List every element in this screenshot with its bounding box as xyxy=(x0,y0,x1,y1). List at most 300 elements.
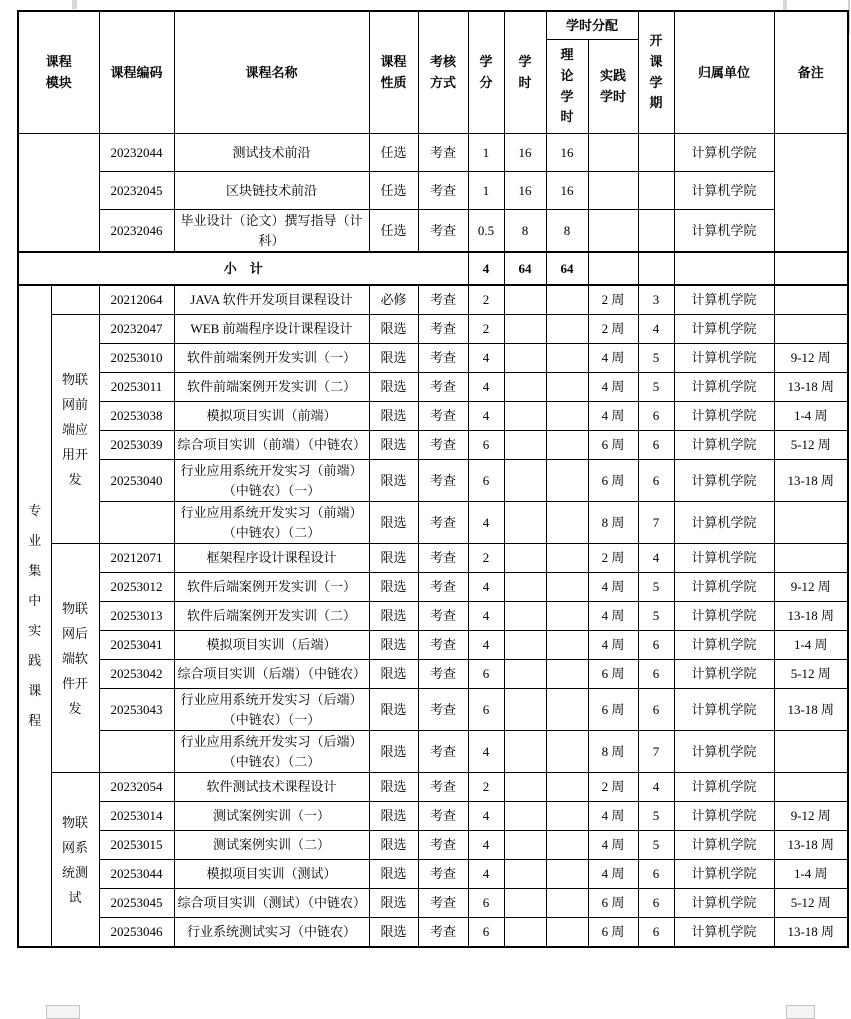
cell-practice: 4 周 xyxy=(588,373,638,402)
cell-semester xyxy=(638,172,674,210)
cell-nature: 限选 xyxy=(369,802,418,831)
module-group-label-text: 物联网前端应用开发 xyxy=(61,371,88,487)
cell-unit: 计算机学院 xyxy=(674,573,774,602)
cell-name: 软件前端案例开发实训（一） xyxy=(174,344,369,373)
cell-credits: 4 xyxy=(468,860,504,889)
cell-remarks xyxy=(774,731,848,773)
cell-practice xyxy=(588,134,638,172)
cell-theory xyxy=(546,431,588,460)
cell-theory xyxy=(546,631,588,660)
col-header-remarks: 备注 xyxy=(774,11,848,134)
col-header-hour-allocation: 学时分配 xyxy=(546,11,638,40)
cell-practice: 6 周 xyxy=(588,431,638,460)
cell-name: 软件后端案例开发实训（二） xyxy=(174,602,369,631)
cell-remarks xyxy=(774,285,848,315)
cell-name: 行业应用系统开发实习（前端）（中链农）（一） xyxy=(174,460,369,502)
cell-name: 测试案例实训（一） xyxy=(174,802,369,831)
cell-semester: 6 xyxy=(638,660,674,689)
cell-hours xyxy=(504,602,546,631)
cell-credits: 1 xyxy=(468,172,504,210)
table-header xyxy=(18,11,848,134)
cell-remarks: 5-12 周 xyxy=(774,660,848,689)
cell-semester: 4 xyxy=(638,315,674,344)
table-row xyxy=(18,172,848,210)
cell-code: 20253039 xyxy=(99,431,174,460)
cell-theory xyxy=(546,802,588,831)
cell-remarks: 1-4 周 xyxy=(774,631,848,660)
cell-semester: 6 xyxy=(638,402,674,431)
cell-remarks xyxy=(774,544,848,573)
subtotal-theory: 64 xyxy=(546,252,588,285)
cell-name: 行业应用系统开发实习（后端）（中链农）（一） xyxy=(174,689,369,731)
cell-code: 20253011 xyxy=(99,373,174,402)
cell-semester: 5 xyxy=(638,373,674,402)
cell-name: 软件后端案例开发实训（一） xyxy=(174,573,369,602)
table-row xyxy=(18,373,848,402)
cell-nature: 限选 xyxy=(369,544,418,573)
cell-semester: 6 xyxy=(638,689,674,731)
cell-code: 20253040 xyxy=(99,460,174,502)
cell-assess: 考查 xyxy=(418,889,468,918)
cell-remarks: 9-12 周 xyxy=(774,573,848,602)
cell-unit: 计算机学院 xyxy=(674,860,774,889)
table-row xyxy=(18,285,848,315)
col-header-theory-hours xyxy=(546,40,588,134)
module-group-label-text: 物联网系统测试 xyxy=(61,814,88,905)
cell-credits: 6 xyxy=(468,689,504,731)
cell-credits: 1 xyxy=(468,134,504,172)
cell-assess: 考查 xyxy=(418,602,468,631)
subtotal-practice xyxy=(588,252,638,285)
col-header-code: 课程编码 xyxy=(99,11,174,134)
cell-theory xyxy=(546,918,588,948)
cell-assess: 考查 xyxy=(418,373,468,402)
col-header-credits-text: 学分 xyxy=(479,53,493,90)
cell-credits: 6 xyxy=(468,431,504,460)
col-header-semester-text: 开课学期 xyxy=(649,32,663,111)
ruler-tick-left xyxy=(72,0,77,9)
cell-hours xyxy=(504,802,546,831)
cell-remarks: 13-18 周 xyxy=(774,602,848,631)
cell-credits: 4 xyxy=(468,802,504,831)
cell-semester: 7 xyxy=(638,731,674,773)
cell-credits: 0.5 xyxy=(468,210,504,253)
cell-nature: 限选 xyxy=(369,315,418,344)
cell-hours xyxy=(504,773,546,802)
cell-assess: 考查 xyxy=(418,731,468,773)
cell-unit: 计算机学院 xyxy=(674,460,774,502)
cell-assess: 考查 xyxy=(418,460,468,502)
cell-hours xyxy=(504,373,546,402)
cell-semester: 5 xyxy=(638,831,674,860)
remarks-merged-cell xyxy=(774,134,848,253)
cell-name: 测试案例实训（二） xyxy=(174,831,369,860)
practice-section-label-text: 专业集中实践课程 xyxy=(28,503,42,728)
cell-theory xyxy=(546,773,588,802)
cell-assess: 考查 xyxy=(418,402,468,431)
cell-theory xyxy=(546,889,588,918)
module-group-label-text: 物联网后端软件开发 xyxy=(61,600,88,716)
cell-assess: 考查 xyxy=(418,285,468,315)
cell-name: 综合项目实训（前端）（中链农） xyxy=(174,431,369,460)
cell-semester xyxy=(638,134,674,172)
cell-credits: 4 xyxy=(468,731,504,773)
table-row xyxy=(18,773,848,802)
cell-practice: 4 周 xyxy=(588,402,638,431)
cell-credits: 2 xyxy=(468,285,504,315)
cell-assess: 考查 xyxy=(418,831,468,860)
cell-theory xyxy=(546,660,588,689)
col-header-practice-hours xyxy=(588,40,638,134)
cell-code: 20253010 xyxy=(99,344,174,373)
cell-theory xyxy=(546,731,588,773)
cell-hours: 8 xyxy=(504,210,546,253)
cell-assess: 考查 xyxy=(418,573,468,602)
cell-credits: 2 xyxy=(468,773,504,802)
cell-assess: 考查 xyxy=(418,689,468,731)
cell-assess: 考查 xyxy=(418,918,468,948)
cell-credits: 4 xyxy=(468,602,504,631)
col-header-theory-hours-text: 理论学时 xyxy=(560,46,574,125)
cell-theory xyxy=(546,344,588,373)
next-table-handle-right xyxy=(786,1005,815,1019)
cell-semester xyxy=(638,210,674,253)
cell-code: 20253012 xyxy=(99,573,174,602)
cell-theory xyxy=(546,402,588,431)
table-row xyxy=(18,918,848,948)
cell-nature: 限选 xyxy=(369,502,418,544)
cell-nature: 限选 xyxy=(369,344,418,373)
subtotal-label: 小 计 xyxy=(18,252,468,285)
cell-hours xyxy=(504,344,546,373)
table-row xyxy=(18,431,848,460)
cell-unit: 计算机学院 xyxy=(674,660,774,689)
cell-code: 20232047 xyxy=(99,315,174,344)
cell-hours xyxy=(504,285,546,315)
cell-assess: 考查 xyxy=(418,172,468,210)
cell-theory xyxy=(546,285,588,315)
cell-remarks: 13-18 周 xyxy=(774,918,848,948)
cell-unit: 计算机学院 xyxy=(674,918,774,948)
cell-code: 20253038 xyxy=(99,402,174,431)
col-header-module-text: 课程模块 xyxy=(45,53,72,90)
next-table-handle-left xyxy=(46,1005,80,1019)
cell-remarks xyxy=(774,773,848,802)
cell-credits: 4 xyxy=(468,502,504,544)
cell-practice: 2 周 xyxy=(588,285,638,315)
table-row xyxy=(18,731,848,773)
cell-name: 行业应用系统开发实习（前端）（中链农）（二） xyxy=(174,502,369,544)
cell-code: 20253015 xyxy=(99,831,174,860)
cell-credits: 4 xyxy=(468,573,504,602)
cell-semester: 3 xyxy=(638,285,674,315)
col-header-hours-text: 学时 xyxy=(518,53,532,90)
cell-name: 综合项目实训（后端）（中链农） xyxy=(174,660,369,689)
cell-practice xyxy=(588,172,638,210)
cell-practice: 4 周 xyxy=(588,573,638,602)
cell-assess: 考查 xyxy=(418,802,468,831)
cell-practice: 6 周 xyxy=(588,918,638,948)
cell-theory xyxy=(546,573,588,602)
cell-semester: 6 xyxy=(638,918,674,948)
cell-semester: 6 xyxy=(638,460,674,502)
subtotal-unit xyxy=(674,252,774,285)
cell-theory xyxy=(546,860,588,889)
cell-semester: 4 xyxy=(638,773,674,802)
cell-nature: 限选 xyxy=(369,431,418,460)
cell-unit: 计算机学院 xyxy=(674,602,774,631)
cell-hours xyxy=(504,573,546,602)
cell-code: 20232046 xyxy=(99,210,174,253)
cell-unit: 计算机学院 xyxy=(674,172,774,210)
cell-code: 20253014 xyxy=(99,802,174,831)
cell-practice: 4 周 xyxy=(588,602,638,631)
col-header-practice-hours-text: 实践学时 xyxy=(599,67,626,104)
col-header-assess xyxy=(418,11,468,134)
cell-name: 区块链技术前沿 xyxy=(174,172,369,210)
subtotal-row xyxy=(18,252,848,285)
cell-name: 测试技术前沿 xyxy=(174,134,369,172)
cell-nature: 限选 xyxy=(369,402,418,431)
cell-nature: 限选 xyxy=(369,631,418,660)
cell-semester: 5 xyxy=(638,602,674,631)
cell-code: 20212064 xyxy=(99,285,174,315)
subtotal-hours: 64 xyxy=(504,252,546,285)
col-header-name: 课程名称 xyxy=(174,11,369,134)
cell-theory: 16 xyxy=(546,134,588,172)
cell-practice: 6 周 xyxy=(588,689,638,731)
cell-unit: 计算机学院 xyxy=(674,210,774,253)
cell-remarks: 13-18 周 xyxy=(774,460,848,502)
cell-nature: 任选 xyxy=(369,210,418,253)
cell-unit: 计算机学院 xyxy=(674,689,774,731)
cell-credits: 4 xyxy=(468,831,504,860)
cell-practice: 4 周 xyxy=(588,631,638,660)
cell-code: 20253041 xyxy=(99,631,174,660)
module-cell-blank xyxy=(18,134,99,253)
table-row xyxy=(18,134,848,172)
cell-name: 毕业设计（论文）撰写指导（计科） xyxy=(174,210,369,253)
cell-nature: 限选 xyxy=(369,689,418,731)
module-group-label xyxy=(51,773,99,948)
cell-hours xyxy=(504,315,546,344)
cell-theory xyxy=(546,831,588,860)
cell-hours xyxy=(504,660,546,689)
cell-nature: 必修 xyxy=(369,285,418,315)
cell-theory xyxy=(546,460,588,502)
col-header-assess-text: 考核方式 xyxy=(429,53,456,90)
cell-theory xyxy=(546,544,588,573)
cell-unit: 计算机学院 xyxy=(674,889,774,918)
table-row xyxy=(18,860,848,889)
col-header-hours xyxy=(504,11,546,134)
cell-name: 行业应用系统开发实习（后端）（中链农）（二） xyxy=(174,731,369,773)
cell-assess: 考查 xyxy=(418,860,468,889)
cell-hours xyxy=(504,460,546,502)
cell-practice: 4 周 xyxy=(588,344,638,373)
cell-credits: 4 xyxy=(468,402,504,431)
cell-nature: 限选 xyxy=(369,860,418,889)
cell-nature: 限选 xyxy=(369,460,418,502)
cell-assess: 考查 xyxy=(418,631,468,660)
cell-practice: 8 周 xyxy=(588,731,638,773)
table-row xyxy=(18,544,848,573)
table-row xyxy=(18,502,848,544)
col-header-nature-text: 课程性质 xyxy=(380,53,407,90)
cell-hours xyxy=(504,831,546,860)
subtotal-semester xyxy=(638,252,674,285)
cell-credits: 6 xyxy=(468,889,504,918)
cell-remarks: 13-18 周 xyxy=(774,373,848,402)
cell-nature: 限选 xyxy=(369,918,418,948)
table-row xyxy=(18,573,848,602)
cell-code: 20212071 xyxy=(99,544,174,573)
cell-remarks xyxy=(774,315,848,344)
table-row xyxy=(18,689,848,731)
cell-hours: 16 xyxy=(504,134,546,172)
cell-name: 行业系统测试实习（中链农） xyxy=(174,918,369,948)
table-row xyxy=(18,631,848,660)
cell-assess: 考查 xyxy=(418,773,468,802)
table-row xyxy=(18,210,848,253)
cell-name: 软件前端案例开发实训（二） xyxy=(174,373,369,402)
cell-assess: 考查 xyxy=(418,544,468,573)
cell-hours: 16 xyxy=(504,172,546,210)
cell-remarks: 5-12 周 xyxy=(774,431,848,460)
cell-semester: 5 xyxy=(638,344,674,373)
cell-semester: 5 xyxy=(638,573,674,602)
cell-practice: 4 周 xyxy=(588,831,638,860)
table-row xyxy=(18,315,848,344)
cell-practice: 4 周 xyxy=(588,802,638,831)
cell-code: 20253045 xyxy=(99,889,174,918)
cell-assess: 考查 xyxy=(418,210,468,253)
cell-unit: 计算机学院 xyxy=(674,831,774,860)
cell-assess: 考查 xyxy=(418,502,468,544)
cell-practice: 2 周 xyxy=(588,773,638,802)
cell-nature: 限选 xyxy=(369,731,418,773)
cell-nature: 限选 xyxy=(369,373,418,402)
cell-semester: 7 xyxy=(638,502,674,544)
cell-nature: 限选 xyxy=(369,602,418,631)
subtotal-remarks xyxy=(774,252,848,285)
cell-credits: 4 xyxy=(468,631,504,660)
cell-semester: 6 xyxy=(638,889,674,918)
cell-theory xyxy=(546,373,588,402)
cell-practice: 4 周 xyxy=(588,860,638,889)
col-header-semester xyxy=(638,11,674,134)
cell-assess: 考查 xyxy=(418,431,468,460)
cell-nature: 任选 xyxy=(369,134,418,172)
cell-code: 20253013 xyxy=(99,602,174,631)
cell-hours xyxy=(504,431,546,460)
cell-unit: 计算机学院 xyxy=(674,773,774,802)
cell-theory xyxy=(546,689,588,731)
cell-remarks xyxy=(774,502,848,544)
cell-credits: 6 xyxy=(468,660,504,689)
table-row xyxy=(18,889,848,918)
cell-assess: 考查 xyxy=(418,134,468,172)
cell-code: 20253044 xyxy=(99,860,174,889)
cell-hours xyxy=(504,402,546,431)
cell-credits: 2 xyxy=(468,544,504,573)
cell-unit: 计算机学院 xyxy=(674,431,774,460)
cell-hours xyxy=(504,544,546,573)
cell-credits: 2 xyxy=(468,315,504,344)
cell-practice: 2 周 xyxy=(588,544,638,573)
cell-code: 20232044 xyxy=(99,134,174,172)
table-row xyxy=(18,460,848,502)
cell-semester: 6 xyxy=(638,631,674,660)
cell-theory xyxy=(546,602,588,631)
cell-unit: 计算机学院 xyxy=(674,731,774,773)
cell-code: 20232045 xyxy=(99,172,174,210)
col-header-unit: 归属单位 xyxy=(674,11,774,134)
cell-theory xyxy=(546,502,588,544)
module-group-label xyxy=(51,285,99,315)
cell-unit: 计算机学院 xyxy=(674,631,774,660)
cell-hours xyxy=(504,918,546,948)
cell-nature: 限选 xyxy=(369,831,418,860)
cell-code xyxy=(99,731,174,773)
cell-semester: 6 xyxy=(638,431,674,460)
cell-theory xyxy=(546,315,588,344)
cell-unit: 计算机学院 xyxy=(674,315,774,344)
col-header-module xyxy=(18,11,99,134)
practice-section-label xyxy=(18,285,51,947)
table-row xyxy=(18,402,848,431)
cell-nature: 限选 xyxy=(369,573,418,602)
table-row xyxy=(18,831,848,860)
cell-practice xyxy=(588,210,638,253)
cell-unit: 计算机学院 xyxy=(674,344,774,373)
cell-remarks: 5-12 周 xyxy=(774,889,848,918)
cell-name: JAVA 软件开发项目课程设计 xyxy=(174,285,369,315)
cell-code: 20253043 xyxy=(99,689,174,731)
cell-hours xyxy=(504,689,546,731)
cell-name: 模拟项目实训（测试） xyxy=(174,860,369,889)
table-row xyxy=(18,344,848,373)
cell-credits: 4 xyxy=(468,344,504,373)
cell-hours xyxy=(504,631,546,660)
cell-name: WEB 前端程序设计课程设计 xyxy=(174,315,369,344)
cell-assess: 考查 xyxy=(418,344,468,373)
cell-credits: 6 xyxy=(468,460,504,502)
cell-nature: 限选 xyxy=(369,773,418,802)
cell-unit: 计算机学院 xyxy=(674,502,774,544)
cell-practice: 6 周 xyxy=(588,460,638,502)
cell-credits: 6 xyxy=(468,918,504,948)
cell-unit: 计算机学院 xyxy=(674,402,774,431)
cell-practice: 2 周 xyxy=(588,315,638,344)
cell-semester: 5 xyxy=(638,802,674,831)
cell-name: 框架程序设计课程设计 xyxy=(174,544,369,573)
cell-remarks: 1-4 周 xyxy=(774,402,848,431)
cell-hours xyxy=(504,502,546,544)
curriculum-table xyxy=(17,10,849,948)
cell-code: 20253042 xyxy=(99,660,174,689)
cell-practice: 8 周 xyxy=(588,502,638,544)
cell-semester: 4 xyxy=(638,544,674,573)
cell-code: 20232054 xyxy=(99,773,174,802)
table-row xyxy=(18,660,848,689)
cell-remarks: 1-4 周 xyxy=(774,860,848,889)
cell-remarks: 9-12 周 xyxy=(774,344,848,373)
cell-assess: 考查 xyxy=(418,315,468,344)
col-header-nature xyxy=(369,11,418,134)
cell-theory: 16 xyxy=(546,172,588,210)
cell-hours xyxy=(504,731,546,773)
